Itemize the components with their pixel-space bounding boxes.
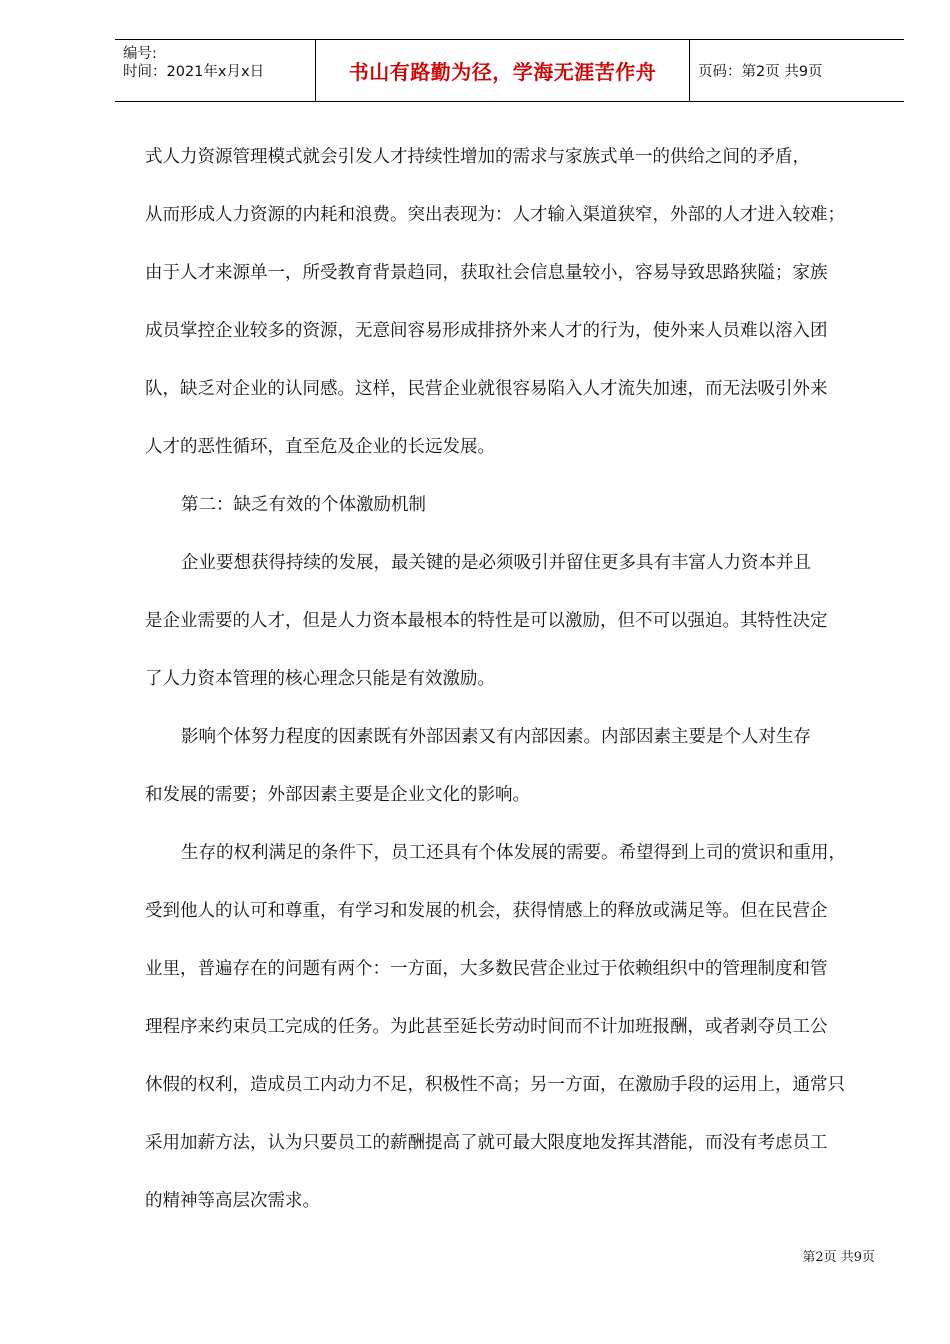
text-line: 和发展的需要；外部因素主要是企业文化的影响。: [145, 785, 530, 805]
document-time-label: 时间：2021年x月x日: [123, 64, 265, 80]
text-line: 采用加薪方法，认为只要员工的薪酬提高了就可最大限度地发挥其潜能，而没有考虑员工: [145, 1133, 828, 1153]
text-line: 成员掌控企业较多的资源，无意间容易形成排挤外来人才的行为，使外来人员难以溶入团: [145, 321, 828, 341]
section-heading: [145, 476, 885, 534]
text-line: 企业要想获得持续的发展，最关键的是必须吸引并留住更多具有丰富人力资本并且: [181, 553, 811, 573]
page-header: [115, 39, 904, 102]
section-heading-text: 第二：缺乏有效的个体激励机制: [181, 495, 426, 515]
page-footer-number: 第2页 共9页: [802, 1250, 875, 1265]
header-motto: 书山有路勤为径，学海无涯苦作舟: [316, 40, 690, 101]
header-page-cell: [690, 40, 904, 101]
text-line: 由于人才来源单一，所受教育背景趋同，获取社会信息量较小，容易导致思路狭隘；家族: [145, 263, 828, 283]
text-line: 生存的权利满足的条件下，员工还具有个体发展的需要。希望得到上司的赏识和重用，: [181, 843, 846, 863]
document-body: [145, 128, 885, 1230]
text-line: 的精神等高层次需求。: [145, 1191, 320, 1211]
header-meta-cell: [115, 40, 316, 101]
text-line: 业里，普遍存在的问题有两个：一方面，大多数民营企业过于依赖组织中的管理制度和管: [145, 959, 828, 979]
text-line: 休假的权利，造成员工内动力不足，积极性不高；另一方面，在激励手段的运用上，通常只: [145, 1075, 845, 1095]
text-line: 受到他人的认可和尊重，有学习和发展的机会，获得情感上的释放或满足等。但在民营企: [145, 901, 828, 921]
text-line: 从而形成人力资源的内耗和浪费。突出表现为：人才输入渠道狭窄，外部的人才进入较难；: [145, 205, 845, 225]
text-line: 人才的恶性循环，直至危及企业的长远发展。: [145, 437, 495, 457]
paragraph-incentive: [145, 534, 885, 708]
document-number-label: 编号:: [123, 46, 157, 62]
paragraph-factors: [145, 708, 885, 824]
text-line: 式人力资源管理模式就会引发人才持续性增加的需求与家族式单一的供给之间的矛盾，: [145, 147, 810, 167]
text-line: 理程序来约束员工完成的任务。为此甚至延长劳动时间而不计加班报酬，或者剥夺员工公: [145, 1017, 828, 1037]
text-line: 了人力资本管理的核心理念只能是有效激励。: [145, 669, 495, 689]
paragraph-talent-conflict: [145, 128, 885, 476]
header-page-label: 页码：第2页 共9页: [698, 64, 823, 80]
text-line: 是企业需要的人才，但是人力资本最根本的特性是可以激励，但不可以强迫。其特性决定: [145, 611, 828, 631]
paragraph-development-needs: [145, 824, 885, 1230]
text-line: 队，缺乏对企业的认同感。这样，民营企业就很容易陷入人才流失加速，而无法吸引外来: [145, 379, 828, 399]
text-line: 影响个体努力程度的因素既有外部因素又有内部因素。内部因素主要是个人对生存: [181, 727, 811, 747]
